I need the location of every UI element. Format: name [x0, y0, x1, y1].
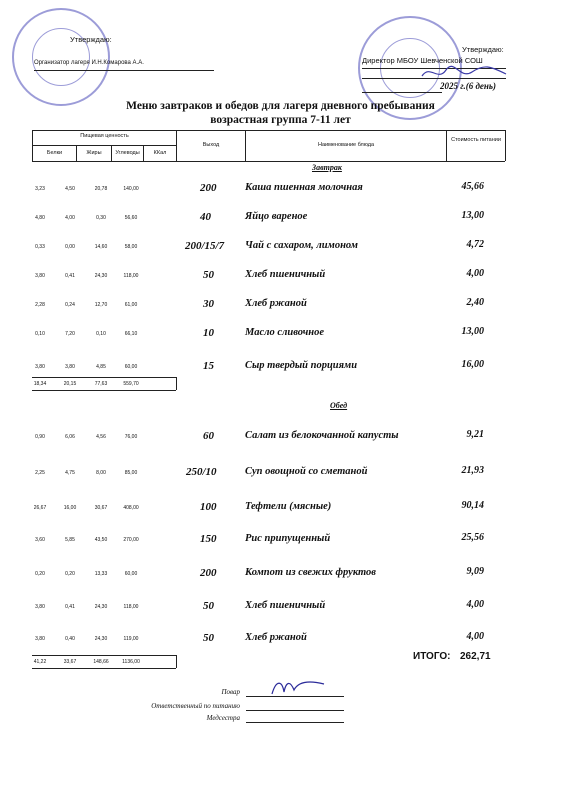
cell-protein: 0,90 [35, 434, 45, 440]
cell-cost: 13,00 [461, 326, 484, 337]
section-breakfast: Завтрак [312, 163, 342, 172]
cell-cost: 13,00 [461, 210, 484, 221]
cell-yield: 200 [200, 182, 217, 194]
cell-kcal: 270,00 [123, 537, 139, 543]
cell-cost: 4,00 [466, 631, 484, 642]
cell-yield: 60 [203, 430, 214, 442]
cell-yield: 200/15/7 [185, 240, 225, 252]
total-carbs: 148,66 [93, 659, 109, 665]
cell-carbs: 20,78 [94, 186, 108, 192]
cell-protein: 0,20 [35, 571, 45, 577]
cell-dish: Рис припущенный [245, 533, 331, 544]
cell-protein: 4,80 [35, 215, 45, 221]
cell-kcal: 85,00 [124, 470, 138, 476]
lunch-total-bottom [32, 668, 176, 669]
cell-cost: 4,00 [466, 268, 484, 279]
header-yield: Выход [202, 142, 220, 148]
cell-cost: 2,40 [466, 297, 484, 308]
cell-yield: 100 [200, 501, 217, 513]
cell-protein: 26,67 [33, 505, 47, 511]
page-subtitle: возрастная группа 7-11 лет [210, 114, 351, 126]
cell-carbs: 43,50 [94, 537, 108, 543]
cell-cost: 90,14 [461, 500, 484, 511]
cell-fat: 4,75 [65, 470, 75, 476]
grand-total-value: 262,71 [460, 651, 491, 662]
cell-protein: 3,23 [35, 186, 45, 192]
cell-dish: Яйцо вареное [245, 211, 308, 222]
cell-kcal: 408,00 [123, 505, 139, 511]
cell-carbs: 4,85 [96, 364, 106, 370]
cell-protein: 2,25 [35, 470, 45, 476]
total-kcal: 1136,00 [122, 659, 140, 665]
approval-left-signer: Организатор лагеря И.Н.Комарова А.А. [34, 60, 144, 66]
cell-kcal: 76,00 [124, 434, 138, 440]
cell-fat: 16,00 [63, 505, 77, 511]
header-sub-border [32, 145, 176, 146]
cell-fat: 0,00 [65, 244, 75, 250]
cell-kcal: 58,00 [124, 244, 138, 250]
cell-kcal: 61,00 [124, 302, 138, 308]
cell-yield: 50 [203, 600, 214, 612]
total-carbs: 77,63 [94, 381, 108, 387]
cell-fat: 4,00 [65, 215, 75, 221]
cell-cost: 9,21 [466, 429, 484, 440]
page-title: Меню завтраков и обедов для лагеря дневного пребывания [126, 100, 435, 112]
cell-protein: 3,80 [35, 636, 45, 642]
cell-kcal: 66,10 [124, 331, 138, 337]
cell-kcal: 140,00 [123, 186, 139, 192]
cell-protein: 3,80 [35, 273, 45, 279]
cell-cost: 16,00 [461, 359, 484, 370]
approval-right-date: 2025 г.(6 день) [440, 81, 497, 91]
cell-protein: 2,28 [35, 302, 45, 308]
cell-carbs: 24,30 [94, 273, 108, 279]
header-dish: Наименование блюда [317, 142, 375, 148]
cell-dish: Хлеб ржаной [245, 298, 307, 309]
cell-carbs: 13,33 [94, 571, 108, 577]
cell-carbs: 0,30 [96, 215, 106, 221]
cell-dish: Масло сливочное [245, 327, 325, 338]
cell-protein: 0,10 [35, 331, 45, 337]
lunch-total-right [176, 655, 177, 668]
cell-cost: 4,72 [466, 239, 484, 250]
cell-cost: 45,66 [461, 181, 484, 192]
cell-carbs: 30,67 [94, 505, 108, 511]
cook-signature [268, 676, 328, 698]
cell-fat: 0,24 [65, 302, 75, 308]
cell-yield: 40 [200, 211, 211, 223]
approval-right-label: Утверждаю: [462, 45, 504, 54]
cell-protein: 3,80 [35, 364, 45, 370]
total-fat: 20,15 [63, 381, 77, 387]
cell-dish: Тефтели (мясные) [245, 501, 332, 512]
cell-cost: 4,00 [466, 599, 484, 610]
cell-carbs: 14,60 [94, 244, 108, 250]
section-lunch: Обед [330, 401, 348, 410]
header-carbs: Углеводы [115, 150, 140, 156]
cell-carbs: 4,56 [96, 434, 106, 440]
cell-fat: 6,06 [65, 434, 75, 440]
cell-dish: Хлеб пшеничный [245, 269, 326, 280]
cell-fat: 0,41 [65, 273, 75, 279]
breakfast-total-bottom [32, 390, 176, 391]
total-kcal: 559,70 [123, 381, 139, 387]
header-right-border [505, 130, 506, 161]
cell-yield: 30 [203, 298, 214, 310]
cell-carbs: 12,70 [94, 302, 108, 308]
cell-cost: 9,09 [466, 566, 484, 577]
approval-left-label: Утверждаю: [70, 35, 112, 44]
cell-protein: 0,33 [35, 244, 45, 250]
sig-nurse-label: Медсестра [206, 714, 240, 722]
sig-cook-label: Повар [221, 688, 240, 696]
cell-dish: Компот из свежих фруктов [245, 567, 376, 578]
total-protein: 18,34 [33, 381, 47, 387]
approval-left-line [34, 70, 214, 71]
cell-carbs: 8,00 [96, 470, 106, 476]
cell-dish: Хлеб ржаной [245, 632, 307, 643]
cell-yield: 15 [203, 360, 214, 372]
header-cost: Стоимость питании [451, 137, 501, 143]
cell-kcal: 119,00 [123, 636, 139, 642]
cell-carbs: 24,30 [94, 604, 108, 610]
cell-yield: 150 [200, 533, 217, 545]
header-top-border [32, 130, 505, 131]
header-fat: Жиры [86, 150, 102, 156]
cell-fat: 7,20 [65, 331, 75, 337]
cell-fat: 5,85 [65, 537, 75, 543]
sig-responsible-line [246, 710, 344, 711]
header-kcal: ККал [153, 150, 167, 156]
breakfast-total-right [176, 377, 177, 390]
cell-fat: 0,41 [65, 604, 75, 610]
cell-carbs: 0,10 [96, 331, 106, 337]
cell-dish: Чай с сахаром, лимоном [245, 240, 358, 251]
cell-kcal: 118,00 [123, 604, 139, 610]
cell-fat: 3,80 [65, 364, 75, 370]
cell-dish: Каша пшенная молочная [245, 182, 363, 193]
cell-cost: 21,93 [461, 465, 484, 476]
lunch-total-top [32, 655, 176, 656]
grand-total-label: ИТОГО: [413, 651, 451, 662]
cell-protein: 3,80 [35, 604, 45, 610]
cell-kcal: 60,00 [124, 571, 138, 577]
cell-dish: Хлеб пшеничный [245, 600, 326, 611]
cell-carbs: 24,30 [94, 636, 108, 642]
cell-dish: Суп овощной со сметаной [245, 466, 368, 477]
header-protein: Белки [46, 150, 63, 156]
director-signature [420, 62, 510, 84]
breakfast-total-top [32, 377, 176, 378]
cell-yield: 10 [203, 327, 214, 339]
cell-yield: 50 [203, 269, 214, 281]
cell-kcal: 118,00 [123, 273, 139, 279]
total-fat: 33,67 [63, 659, 77, 665]
sig-responsible-label: Ответственный по питанию [151, 702, 240, 710]
sig-nurse-line [246, 722, 344, 723]
cell-yield: 50 [203, 632, 214, 644]
approval-right-date-line [362, 92, 442, 93]
approval-right-signer: Директор МБОУ Шевченской СОШ [362, 56, 483, 65]
cell-fat: 4,50 [65, 186, 75, 192]
header-bottom-border [32, 161, 505, 162]
cell-kcal: 60,00 [124, 364, 138, 370]
total-protein: 41,22 [33, 659, 47, 665]
cell-dish: Салат из белокочанной капусты [245, 430, 399, 441]
cell-dish: Сыр твердый порциями [245, 360, 358, 371]
cell-yield: 250/10 [186, 466, 217, 478]
header-div-6 [446, 130, 447, 161]
cell-yield: 200 [200, 567, 217, 579]
header-nutrition: Пищевая ценность [80, 133, 129, 139]
cell-cost: 25,56 [461, 532, 484, 543]
cell-protein: 3,60 [35, 537, 45, 543]
cell-kcal: 56,60 [124, 215, 138, 221]
cell-fat: 0,20 [65, 571, 75, 577]
cell-fat: 0,40 [65, 636, 75, 642]
